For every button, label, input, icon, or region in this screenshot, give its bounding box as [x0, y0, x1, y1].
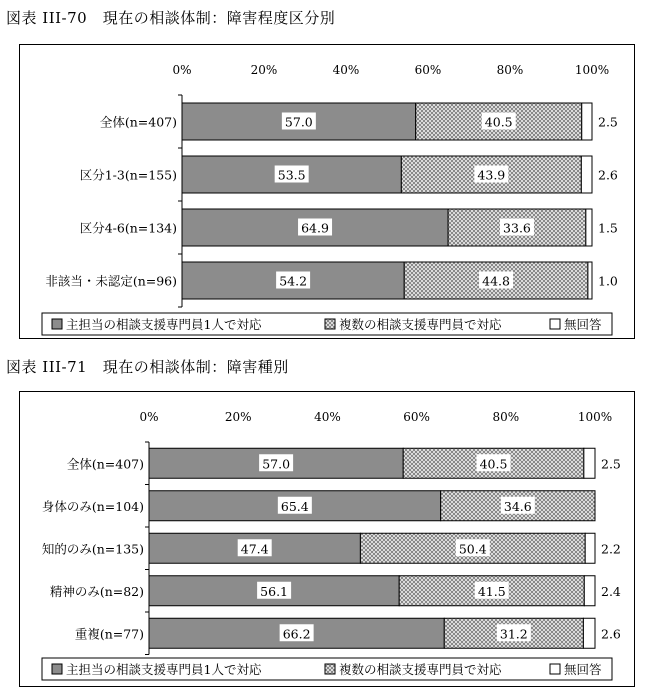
- data-label-no-answer: 1.0: [598, 273, 618, 289]
- x-tick-label: 0%: [139, 410, 159, 424]
- legend-swatch: [52, 319, 62, 329]
- data-label: 31.2: [499, 626, 528, 642]
- legend-label: 主担当の相談支援専門員1人で対応: [66, 317, 262, 332]
- data-label: 56.1: [260, 583, 289, 599]
- data-label: 47.4: [240, 541, 269, 557]
- x-tick-label: 80%: [496, 63, 524, 77]
- legend-swatch: [325, 664, 335, 674]
- data-label: 40.5: [484, 114, 513, 130]
- data-label: 64.9: [301, 220, 329, 236]
- category-label: 区分4-6(n=134): [79, 220, 177, 236]
- category-label: 重複(n=77): [74, 626, 144, 642]
- data-label: 57.0: [262, 456, 291, 472]
- chart-frame-1: [19, 44, 635, 339]
- data-label: 33.6: [503, 220, 531, 236]
- chart-2: [20, 392, 634, 686]
- legend-label: 無回答: [564, 317, 602, 332]
- legend-swatch: [52, 664, 62, 674]
- data-label-no-answer: 1.5: [598, 220, 618, 236]
- category-label: 区分1-3(n=155): [79, 167, 177, 183]
- data-label: 41.5: [477, 583, 506, 599]
- data-label-no-answer: 2.6: [601, 626, 621, 642]
- legend-label: 主担当の相談支援専門員1人で対応: [66, 662, 262, 677]
- data-label: 34.6: [503, 498, 532, 514]
- category-label: 身体のみ(n=104): [41, 498, 144, 514]
- figure-title-2: 図表 III-71 現在の相談体制：障害種別: [6, 358, 289, 376]
- data-label: 43.9: [477, 167, 506, 183]
- legend-swatch: [550, 664, 560, 674]
- chart-frame-2: [19, 391, 635, 687]
- data-label: 50.4: [458, 541, 487, 557]
- bar-segment-series-3: [584, 448, 595, 478]
- x-tick-label: 40%: [332, 63, 360, 77]
- legend-swatch: [325, 319, 335, 329]
- x-tick-label: 100%: [577, 410, 613, 424]
- data-label-no-answer: 2.5: [598, 114, 618, 130]
- x-tick-label: 20%: [250, 63, 278, 77]
- data-label: 57.0: [284, 114, 313, 130]
- x-tick-label: 40%: [314, 410, 341, 424]
- bar-segment-series-3: [585, 533, 595, 563]
- legend-swatch: [550, 319, 560, 329]
- category-label: 全体(n=407): [99, 114, 177, 130]
- data-label: 65.4: [280, 498, 309, 514]
- category-label: 知的のみ(n=135): [41, 541, 144, 557]
- bar-segment-series-3: [582, 103, 592, 140]
- x-tick-label: 60%: [403, 410, 430, 424]
- category-label: 全体(n=407): [66, 456, 144, 472]
- data-label: 53.5: [277, 167, 306, 183]
- category-label: 精神のみ(n=82): [49, 583, 144, 599]
- x-tick-label: 100%: [574, 63, 610, 77]
- x-tick-label: 0%: [172, 63, 192, 77]
- legend-label: 無回答: [564, 662, 602, 677]
- figure-title-1: 図表 III-70 現在の相談体制：障害程度区分別: [6, 9, 336, 27]
- x-tick-label: 80%: [492, 410, 520, 424]
- bar-segment-series-3: [584, 576, 595, 606]
- category-label: 非該当・未認定(n=96): [45, 273, 177, 289]
- data-label: 40.5: [479, 456, 508, 472]
- legend-label: 複数の相談支援専門員で対応: [339, 662, 502, 677]
- bar-segment-series-3: [586, 209, 592, 246]
- data-label: 54.2: [279, 273, 308, 289]
- data-label-no-answer: 2.4: [601, 583, 621, 599]
- bar-segment-series-3: [581, 156, 592, 193]
- data-label-no-answer: 2.5: [601, 456, 621, 472]
- legend-label: 複数の相談支援専門員で対応: [339, 317, 502, 332]
- bar-segment-series-3: [583, 618, 595, 648]
- data-label-no-answer: 2.2: [601, 541, 621, 557]
- data-label-no-answer: 2.6: [598, 167, 618, 183]
- bar-segment-series-3: [588, 262, 592, 299]
- data-label: 66.2: [282, 626, 311, 642]
- data-label: 44.8: [482, 273, 510, 289]
- chart-1: [20, 45, 634, 338]
- x-tick-label: 60%: [414, 63, 442, 77]
- x-tick-label: 20%: [224, 410, 252, 424]
